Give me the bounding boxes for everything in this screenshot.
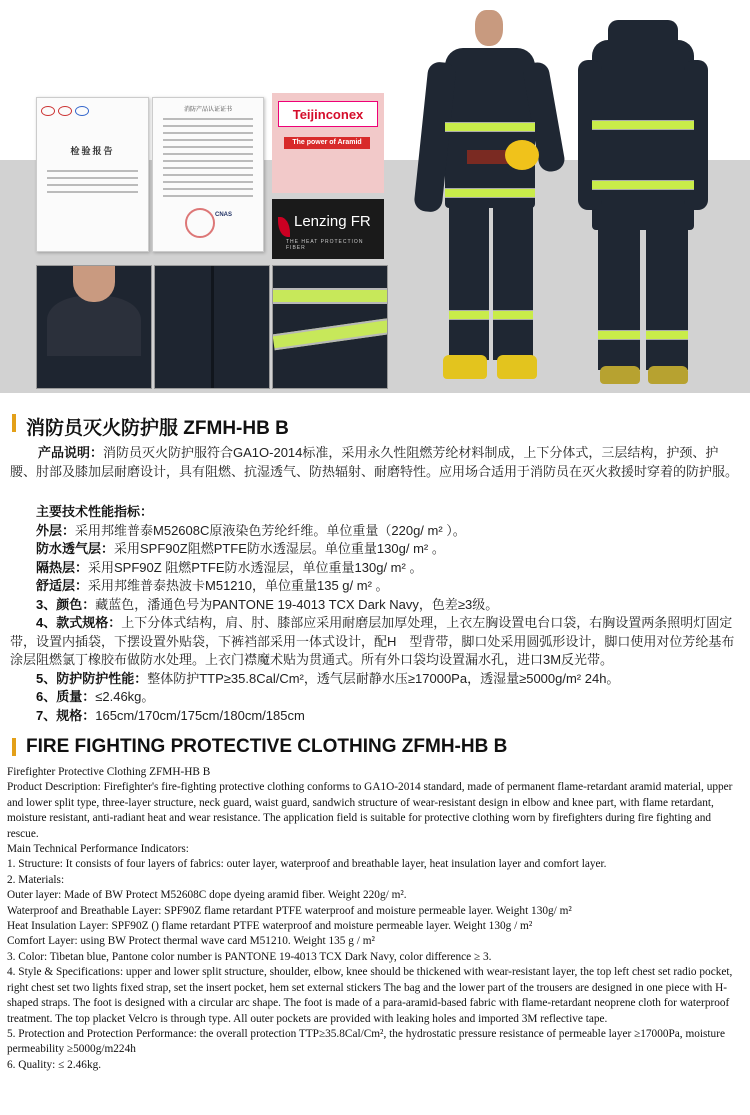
cn-size-text: 165cm/170cm/175cm/180cm/185cm [95, 707, 305, 723]
cn-heading-marker [12, 414, 16, 432]
helmet-icon [505, 140, 539, 170]
certificate-title: 消防产品认证证书 [183, 107, 232, 113]
cn-tech-heading: 主要技术性能指标： [36, 504, 154, 519]
en-line: Comfort Layer: using BW Protect thermal wave card M51210. Weight 135 g / m² [7, 935, 375, 948]
en-line: Firefighter Protective Clothing ZFMH-HB B [7, 766, 211, 778]
teijinconex-tagline: The power of Aramid [284, 137, 370, 149]
cn-quality-text: ≤2.46kg。 [95, 689, 155, 704]
cn-insulation-text: 采用SPF90Z 阻燃PTFE防水透湿层，单位重量130g/ m² 。 [88, 559, 423, 575]
en-description [7, 765, 739, 1073]
lenzing-fr-image [272, 199, 384, 259]
collar-detail-photo [36, 265, 152, 389]
seal-stamp [185, 208, 215, 238]
cn-tech-specs [10, 503, 738, 725]
en-line: Outer layer: Made of BW Protect M52608C dope dyeing aramid fiber. Weight 220g/ m². [7, 889, 407, 902]
cn-comfort-label: 舒适层： [36, 578, 89, 593]
cn-insulation-label: 隔热层： [36, 559, 89, 575]
inspection-report-title: 检验报告 [70, 146, 115, 156]
certificate-image [152, 97, 264, 252]
cn-style-text: 上下分体式结构，肩、肘、膝部应采用耐磨层加厚处理，上衣左胸设置电台口袋，右胸设置两条照明灯固定带，设置内插袋，下摆设置外贴袋，下裤裆部采用一体式设计，配H 型背带，脚口处采用圆弧形设计，脚口使用对位芳纶基布涂层阻燃氯丁橡胶布做防水处理。上衣门襟魔术贴为贯通式。所有外口袋均设置漏水孔，进口3M反光带。 [10, 615, 735, 667]
cnas-logo: CNAS [215, 212, 233, 218]
cn-outer-text: 采用邦维普泰M52608C原液染色芳纶纤维。单位重量（220g/ m² ）。 [75, 522, 466, 538]
cn-color-text: 藏蓝色，潘通色号为PANTONE 19-4013 TCX Dark Navy，色差≥3级。 [95, 596, 499, 612]
cn-comfort-text: 采用邦维普泰热波卡M51210，单位重量135 g/ m² 。 [88, 578, 389, 593]
en-line: 4. Style & Specifications: upper and lower split structure, shoulder, elbow, knee should be thickened with wear-resistant layer, the top left chest set radio pocket, right chest set two lights fixed strap, set the insert pocket, hem set external stickers The bag and the lower part of the trousers are designed in one piece with H-shaped straps. The foot is designed with a circular arc shape. The foot is made of a para-aramid-based fabric with flame-retardant neoprene cloth for waterproof treatment. The top placket Velcro is through type. All outer pockets are provided with leaking holes and imported 3M reflective tape. [7, 966, 733, 1025]
firefighter-back-view [578, 20, 708, 390]
teijinconex-logo: Teijinconex [278, 101, 378, 127]
en-line: 5. Protection and Protection Performance: the overall protection TTP≥35.8Cal/Cm², the hydrostatic pressure resistance of permeable layer ≥17000Pa, moisture permeability ≥5000g/m224h [7, 1027, 725, 1056]
en-line: 1. Structure: It consists of four layers of fabrics: outer layer, waterproof and breathable layer, heat insulation layer and comfort layer. [7, 858, 607, 871]
cn-waterproof-text: 采用SPF90Z阻燃PTFE防水透湿层。单位重量130g/ m² 。 [114, 541, 445, 556]
lenzing-tagline: THE HEAT PROTECTION FIBER [286, 239, 364, 251]
certification-logos [41, 106, 89, 116]
inspection-report-image [36, 97, 149, 252]
en-line: Heat Insulation Layer: SPF90Z () flame retardant PTFE waterproof and moisture permeable layer. Weight 130g / m² [7, 920, 533, 933]
cn-quality-label: 6、质量： [36, 689, 96, 704]
en-line: Product Description: Firefighter's fire-fighting protective clothing conforms to GA1O-2014 standard, made of permanent flame-retardant aramid material, upper and lower split type, three-layer structure, neck guard, waist guard, sandwich structure of wear-resistant design in elbow and knee part, with flame retardant, moisture resistant, anti-radiant heat and wear resistance. The application field is suitable for protective clothing worn by firefighters during fire fighting and rescue. [7, 781, 733, 840]
cn-size-label: 7、规格： [36, 707, 96, 723]
en-line: 2. Materials: [7, 873, 65, 886]
cn-waterproof-label: 防水透气层： [36, 541, 115, 556]
cn-description [10, 444, 738, 481]
cn-protection-label: 5、防护防护性能： [36, 670, 148, 686]
reflective-tape-detail-photo [272, 265, 388, 389]
cn-protection-text: 整体防护TTP≥35.8Cal/Cm²，透气层耐静水压≥17000Pa，透湿量≥5000g/m² 24h。 [147, 670, 620, 686]
cn-desc-text: 消防员灭火防护服符合GA1O-2014标准，采用永久性阻燃芳纶材料制成，上下分体式，三层结构，护颈、护腰、肘部及膝加层耐磨设计，具有阻燃、抗湿透气、防热辐射、耐磨特性。应用场合适用于消防员在灭火救援时穿着的防护服。 [10, 445, 739, 479]
cn-color-label: 3、颜色： [36, 596, 96, 612]
en-line: Main Technical Performance Indicators: [7, 843, 189, 856]
product-photo-banner [0, 0, 750, 393]
cn-outer-label: 外层： [36, 522, 76, 538]
cn-product-heading: 消防员灭火防护服 ZFMH-HB B [26, 418, 289, 439]
en-heading-marker [12, 738, 16, 756]
lenzing-logo: Lenzing FR [294, 213, 371, 230]
lenzing-leaf-icon [278, 217, 290, 237]
en-line: Waterproof and Breathable Layer: SPF90Z flame retardant PTFE waterproof and moisture permeable layer. Weight 130g/ m² [7, 904, 572, 917]
cn-desc-label: 产品说明： [38, 445, 104, 460]
en-product-heading: FIRE FIGHTING PROTECTIVE CLOTHING ZFMH-HB B [26, 736, 508, 757]
en-line: 6. Quality: ≤ 2.46kg. [7, 1058, 102, 1071]
firefighter-front-view [405, 10, 575, 390]
cn-style-label: 4、款式规格： [36, 615, 122, 630]
teijinconex-fabric-image [272, 93, 384, 193]
seam-detail-photo [154, 265, 270, 389]
en-line: 3. Color: Tibetan blue, Pantone color number is PANTONE 19-4013 TCX Dark Navy, color difference ≥ 3. [7, 950, 492, 963]
